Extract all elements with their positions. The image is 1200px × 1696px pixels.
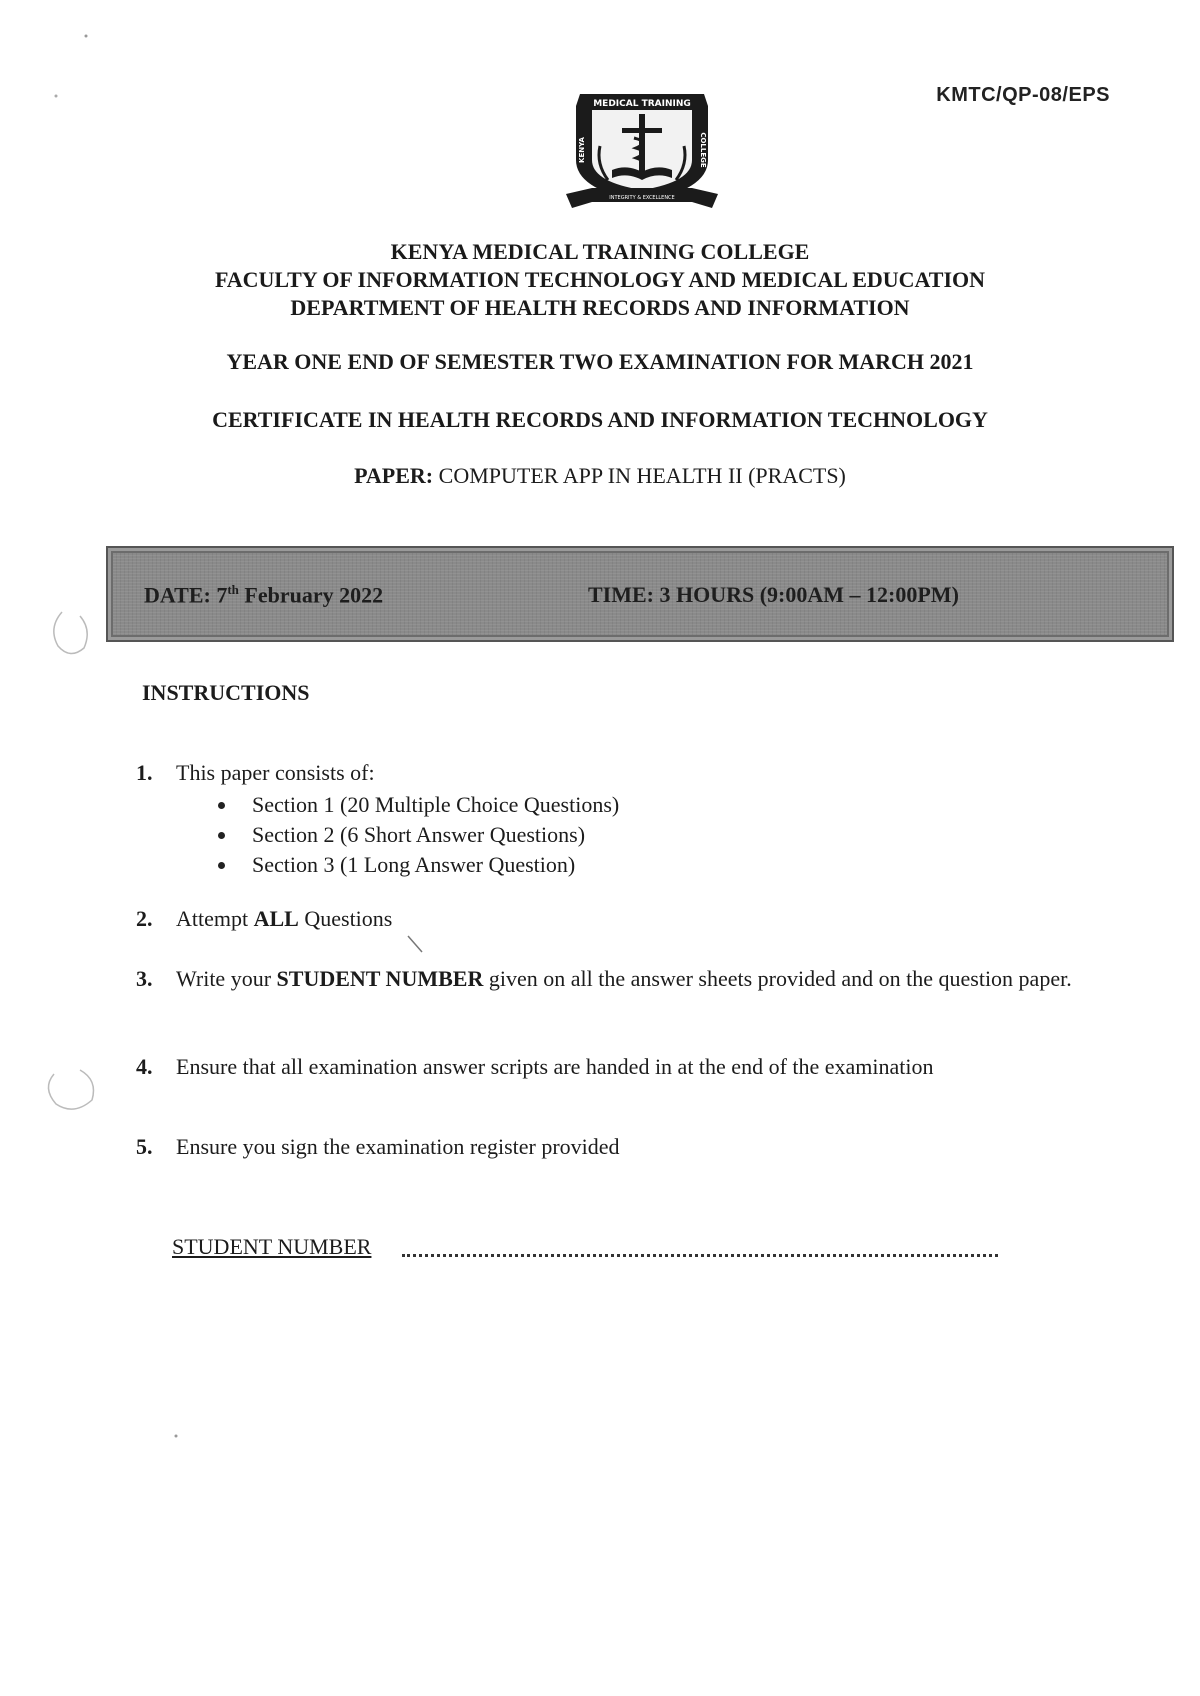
crest-left-text: KENYA xyxy=(578,137,586,163)
document-code: KMTC/QP-08/EPS xyxy=(936,84,1110,106)
exam-title: YEAR ONE END OF SEMESTER TWO EXAMINATION FOR MARCH 2021 xyxy=(226,349,974,374)
paper-line xyxy=(0,462,1200,490)
department-name: DEPARTMENT OF HEALTH RECORDS AND INFORMATION xyxy=(290,295,910,320)
student-number-field[interactable] xyxy=(402,1252,998,1257)
exam-date: DATE: 7th February 2022 xyxy=(144,582,384,608)
section-item: Section 1 (20 Multiple Choice Questions) xyxy=(214,790,619,820)
certificate-title: CERTIFICATE IN HEALTH RECORDS AND INFORMATION TECHNOLOGY xyxy=(212,407,988,432)
crest-top-text: MEDICAL TRAINING xyxy=(593,99,691,109)
paper-name: COMPUTER APP IN HEALTH II (PRACTS) xyxy=(438,463,846,488)
exam-time: TIME: 3 HOURS (9:00AM – 12:00PM) xyxy=(588,582,959,607)
bullet-icon xyxy=(218,832,225,839)
exam-cover-page: KMTC/QP-08/EPS MEDICAL TRAINING KENYA COLLEGE INTEGRITY & EXCELLENCE KENYA MEDICAL TRAINING COLLEGE FACULTY OF INFORMATION TECHNOLOGY AND MEDICAL EDUCATION DEPARTMENT OF HEALTH RECORDS AND INFORMATION YEAR ONE END OF SEMESTER TWO EXAMINATION FOR MARCH 2021 CERTIFICATE IN HEALTH RECORDS AND INFORMATION TECHNOLOGY PAPER: COMPUTER APP IN HEALTH II (PRACTS) DATE: 7th February 2022 TIME: 3 HOURS (9:00AM – 12:00PM) INSTRUCTIONS 1. This paper consists of: Section 1 (20 Multiple Choice Questions) Section 2 (6 Short Answer Questions) Section 3 (1 Long Answer Question) 2. Attempt ALL Questions 3. Write your STUDENT NUMBER given on all the answer sheets provided and on the question paper. 4. Ensure that all examination answer scripts are handed in at the end of the examination 5. Ensure you sign the examination register provided STUDENT NUMBER xyxy=(0,0,1200,1696)
paper-label: PAPER: xyxy=(354,463,434,488)
faculty-name: FACULTY OF INFORMATION TECHNOLOGY AND MEDICAL EDUCATION xyxy=(214,267,986,292)
college-crest-logo xyxy=(562,86,722,214)
crest-right-text: COLLEGE xyxy=(699,132,707,168)
instructions-heading: INSTRUCTIONS xyxy=(142,680,310,705)
section-list xyxy=(214,790,619,880)
bullet-icon xyxy=(218,862,225,869)
bullet-icon xyxy=(218,802,225,809)
section-item: Section 2 (6 Short Answer Questions) xyxy=(214,820,619,850)
college-name: KENYA MEDICAL TRAINING COLLEGE xyxy=(390,239,810,264)
student-number-label: STUDENT NUMBER xyxy=(172,1234,372,1259)
crest-motto: INTEGRITY & EXCELLENCE xyxy=(609,195,675,201)
date-time-banner xyxy=(106,546,1174,642)
section-item: Section 3 (1 Long Answer Question) xyxy=(214,850,619,880)
